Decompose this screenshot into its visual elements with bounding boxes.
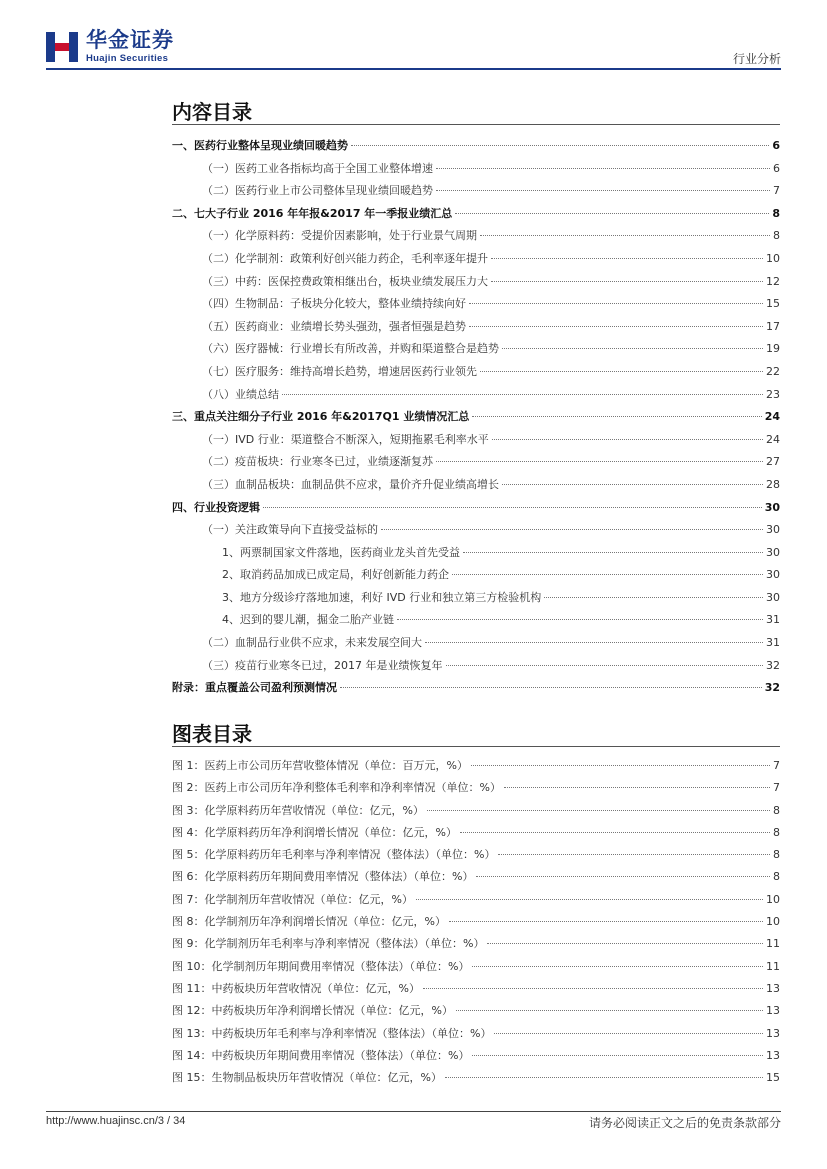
- page-number: 24: [766, 432, 780, 446]
- toc-entry-title: 三、重点关注细分子行业 2016 年&2017Q1 业绩情况汇总: [172, 410, 470, 424]
- toc-entry[interactable]: [172, 158, 780, 181]
- toc-entry[interactable]: [172, 361, 780, 384]
- page-number: 19: [766, 342, 780, 356]
- dot-leader: [436, 168, 770, 169]
- dot-leader: [455, 213, 769, 214]
- dot-leader: [397, 619, 763, 620]
- dot-leader: [340, 687, 762, 688]
- dot-leader: [445, 1077, 763, 1078]
- dot-leader: [491, 258, 763, 259]
- dot-leader: [463, 552, 763, 553]
- dot-leader: [498, 854, 770, 855]
- page-number: 10: [766, 251, 780, 265]
- toc-entry-title: 1、两票制国家文件落地，医药商业龙头首先受益: [222, 545, 460, 559]
- figure-entry[interactable]: [172, 1067, 780, 1089]
- toc-entry[interactable]: [172, 248, 780, 271]
- figure-entry-title: 图 1：医药上市公司历年营收整体情况（单位：百万元，%）: [172, 759, 468, 772]
- page-number: 8: [773, 870, 780, 884]
- figure-entry[interactable]: [172, 822, 780, 844]
- dot-leader: [502, 484, 763, 485]
- figure-entry[interactable]: [172, 1023, 780, 1045]
- toc-entry-title: （一）关注政策导向下直接受益标的: [202, 523, 378, 537]
- dot-leader: [480, 371, 763, 372]
- figure-entry[interactable]: [172, 844, 780, 866]
- page-number: 8: [773, 803, 780, 817]
- toc-entry-title: 3、地方分级诊疗落地加速，利好 IVD 行业和独立第三方检验机构: [222, 590, 542, 604]
- footer-divider: [46, 1111, 781, 1112]
- figure-entry-title: 图 13：中药板块历年毛利率与净利率情况（整体法）（单位：%）: [172, 1026, 492, 1040]
- figure-entry[interactable]: [172, 978, 780, 1000]
- page-number: 13: [766, 981, 780, 995]
- page-number: 32: [764, 681, 780, 695]
- dot-leader: [472, 416, 761, 417]
- figure-entry-title: 图 6：化学原料药历年期间费用率情况（整体法）（单位：%）: [172, 870, 474, 884]
- page-number: 10: [766, 915, 780, 929]
- toc-entry[interactable]: [172, 316, 780, 339]
- toc-entry[interactable]: [172, 135, 780, 158]
- page-number: 28: [766, 477, 780, 491]
- dot-leader: [449, 921, 763, 922]
- toc-entry[interactable]: [172, 293, 780, 316]
- toc-entry[interactable]: [172, 542, 780, 565]
- toc-entry[interactable]: [172, 271, 780, 294]
- toc-entry-title: （三）血制品板块：血制品供不应求，量价齐升促业绩高增长: [202, 477, 499, 491]
- page-header: [46, 28, 781, 72]
- toc-entry-title: （三）中药：医保控费政策相继出台，板块业绩发展压力大: [202, 274, 488, 288]
- figure-entry[interactable]: [172, 1045, 780, 1067]
- page-number: 30: [766, 590, 780, 604]
- page-number: 7: [773, 759, 780, 772]
- page-number: 22: [766, 364, 780, 378]
- toc-entry-title: （七）医疗服务：维持高增长趋势，增速居医药行业领先: [202, 364, 477, 378]
- figures-heading-rule: [172, 746, 780, 747]
- dot-leader: [452, 574, 763, 575]
- page-number: 13: [766, 1004, 780, 1018]
- page-number: 7: [773, 781, 780, 795]
- figure-entry[interactable]: [172, 1000, 780, 1022]
- dot-leader: [472, 1055, 763, 1056]
- page-number: 30: [766, 523, 780, 537]
- toc-entry-title: （五）医药商业：业绩增长势头强劲，强者恒强是趋势: [202, 319, 466, 333]
- brand-name-en: Huajin Securities: [86, 53, 169, 64]
- figure-entry[interactable]: [172, 911, 780, 933]
- page-number: 17: [766, 319, 780, 333]
- toc-entry[interactable]: [172, 587, 780, 610]
- toc-entry[interactable]: [172, 429, 780, 452]
- dot-leader: [487, 943, 763, 944]
- toc-entry[interactable]: [172, 225, 780, 248]
- figure-entry-title: 图 14：中药板块历年期间费用率情况（整体法）（单位：%）: [172, 1048, 470, 1062]
- page-number: 30: [766, 568, 780, 582]
- figure-entry-title: 图 8：化学制剂历年净利润增长情况（单位：亿元，%）: [172, 915, 446, 929]
- toc-entry-title: 二、七大子行业 2016 年年报&2017 年一季报业绩汇总: [172, 206, 453, 220]
- figure-entry-title: 图 12：中药板块历年净利润增长情况（单位：亿元，%）: [172, 1004, 453, 1018]
- document-type-label: 行业分析: [732, 52, 781, 66]
- toc-entry-title: 一、医药行业整体呈现业绩回暖趋势: [172, 139, 348, 152]
- toc-heading: 内容目录: [172, 100, 252, 124]
- dot-leader: [381, 529, 763, 530]
- figure-entry-title: 图 10：化学制剂历年期间费用率情况（整体法）（单位：%）: [172, 959, 470, 973]
- page-number: 8: [772, 206, 780, 220]
- page-number: 7: [773, 184, 780, 198]
- brand-name-cn: 华金证券: [86, 28, 174, 52]
- toc-entry[interactable]: [172, 519, 780, 542]
- dot-leader: [469, 326, 763, 327]
- dot-leader: [504, 787, 770, 788]
- figure-entry-title: 图 5：化学原料药历年毛利率与净利率情况（整体法）（单位：%）: [172, 848, 496, 862]
- page-number: 8: [773, 229, 780, 243]
- figure-entry-title: 图 2：医药上市公司历年净利整体毛利率和净利率情况（单位：%）: [172, 781, 501, 795]
- page-number: 30: [764, 500, 780, 514]
- dot-leader: [446, 665, 764, 666]
- dot-leader: [425, 642, 763, 643]
- toc-entry[interactable]: [172, 384, 780, 407]
- dot-leader: [492, 439, 763, 440]
- dot-leader: [351, 145, 769, 146]
- dot-leader: [494, 1033, 763, 1034]
- figure-entry[interactable]: [172, 866, 780, 888]
- page-number: 31: [766, 636, 780, 650]
- toc-entry[interactable]: [172, 632, 780, 655]
- page-number: 15: [766, 1071, 780, 1085]
- toc-entry-title: （一）IVD 行业：渠道整合不断深入，短期拖累毛利率水平: [202, 432, 489, 446]
- dot-leader: [460, 832, 770, 833]
- page-number: 23: [766, 387, 780, 401]
- toc-entry[interactable]: [172, 406, 780, 429]
- dot-leader: [502, 348, 763, 349]
- dot-leader: [480, 235, 770, 236]
- footer-url[interactable]: http://www.huajinsc.cn/3 / 34: [46, 1115, 186, 1127]
- figure-entry-title: 图 7：化学制剂历年营收情况（单位：亿元，%）: [172, 892, 413, 906]
- toc-entry-title: 4、迟到的婴儿潮，掘金二胎产业链: [222, 613, 394, 627]
- toc-entry-title: （二）血制品行业供不应求，未来发展空间大: [202, 636, 422, 650]
- page-number: 24: [764, 410, 780, 424]
- toc-entry-title: （八）业绩总结: [202, 387, 279, 401]
- toc-entry-title: 附录：重点覆盖公司盈利预测情况: [172, 681, 337, 695]
- toc-entry-title: （一）医药工业各指标均高于全国工业整体增速: [202, 161, 433, 175]
- page-number: 30: [766, 545, 780, 559]
- toc-entry-title: （四）生物制品：子板块分化较大，整体业绩持续向好: [202, 297, 466, 311]
- figure-entry-title: 图 9：化学制剂历年毛利率与净利率情况（整体法）（单位：%）: [172, 937, 485, 951]
- dot-leader: [263, 507, 762, 508]
- dot-leader: [423, 988, 763, 989]
- toc-entry-title: （二）化学制剂：政策利好创兴能力药企，毛利率逐年提升: [202, 251, 488, 265]
- toc-entry[interactable]: [172, 474, 780, 497]
- dot-leader: [436, 190, 770, 191]
- dot-leader: [544, 597, 763, 598]
- page-number: 27: [766, 455, 780, 469]
- page-number: 13: [766, 1048, 780, 1062]
- figure-entry-title: 图 11：中药板块历年营收情况（单位：亿元，%）: [172, 981, 420, 995]
- page-number: 6: [773, 161, 780, 175]
- toc-entry[interactable]: [172, 180, 780, 203]
- toc-entry[interactable]: [172, 338, 780, 361]
- figure-entry-title: 图 4：化学原料药历年净利润增长情况（单位：亿元，%）: [172, 825, 457, 839]
- dot-leader: [416, 899, 763, 900]
- dot-leader: [472, 966, 763, 967]
- toc-entry-title: （三）疫苗行业寒冬已过，2017 年是业绩恢复年: [202, 658, 443, 672]
- toc-entry-title: （二）疫苗板块：行业寒冬已过，业绩逐渐复苏: [202, 455, 433, 469]
- toc-entry-title: （一）化学原料药：受提价因素影响，处于行业景气周期: [202, 229, 477, 243]
- figure-entry[interactable]: [172, 777, 780, 799]
- dot-leader: [491, 281, 763, 282]
- toc-entry[interactable]: [172, 451, 780, 474]
- toc-entry[interactable]: [172, 677, 780, 700]
- figure-entry-title: 图 15：生物制品板块历年营收情况（单位：亿元，%）: [172, 1071, 442, 1085]
- toc-list: [172, 135, 780, 700]
- figures-list: [172, 755, 780, 1089]
- toc-entry[interactable]: [172, 609, 780, 632]
- page-number: 15: [766, 297, 780, 311]
- figure-entry[interactable]: [172, 889, 780, 911]
- dot-leader: [469, 303, 763, 304]
- toc-entry-title: （六）医疗器械：行业增长有所改善，并购和渠道整合是趋势: [202, 342, 499, 356]
- dot-leader: [476, 876, 770, 877]
- dot-leader: [471, 765, 770, 766]
- toc-entry[interactable]: [172, 564, 780, 587]
- header-divider: [46, 68, 781, 70]
- page-number: 32: [766, 658, 780, 672]
- toc-heading-rule: [172, 124, 780, 125]
- page-number: 11: [766, 959, 780, 973]
- dot-leader: [282, 394, 763, 395]
- footer-disclaimer: 请务必阅读正文之后的免责条款部分: [588, 1116, 781, 1130]
- figure-entry[interactable]: [172, 933, 780, 955]
- toc-entry[interactable]: [172, 497, 780, 520]
- toc-entry[interactable]: [172, 203, 780, 226]
- page-number: 8: [773, 848, 780, 862]
- toc-entry[interactable]: [172, 655, 780, 678]
- toc-entry-title: 2、取消药品加成已成定局，利好创新能力药企: [222, 568, 449, 582]
- toc-entry-title: 四、行业投资逻辑: [172, 500, 260, 514]
- page-number: 8: [773, 825, 780, 839]
- figure-entry[interactable]: [172, 755, 780, 777]
- figure-entry-title: 图 3：化学原料药历年营收情况（单位：亿元，%）: [172, 803, 424, 817]
- page-number: 6: [772, 139, 780, 152]
- page-number: 11: [766, 937, 780, 951]
- figures-heading: 图表目录: [172, 722, 252, 746]
- figure-entry[interactable]: [172, 956, 780, 978]
- page-number: 31: [766, 613, 780, 627]
- toc-entry-title: （二）医药行业上市公司整体呈现业绩回暖趋势: [202, 184, 433, 198]
- page-number: 13: [766, 1026, 780, 1040]
- dot-leader: [427, 810, 770, 811]
- figure-entry[interactable]: [172, 800, 780, 822]
- page-number: 12: [766, 274, 780, 288]
- huajin-logo-icon: [46, 32, 78, 62]
- page-number: 10: [766, 892, 780, 906]
- dot-leader: [436, 461, 763, 462]
- dot-leader: [456, 1010, 763, 1011]
